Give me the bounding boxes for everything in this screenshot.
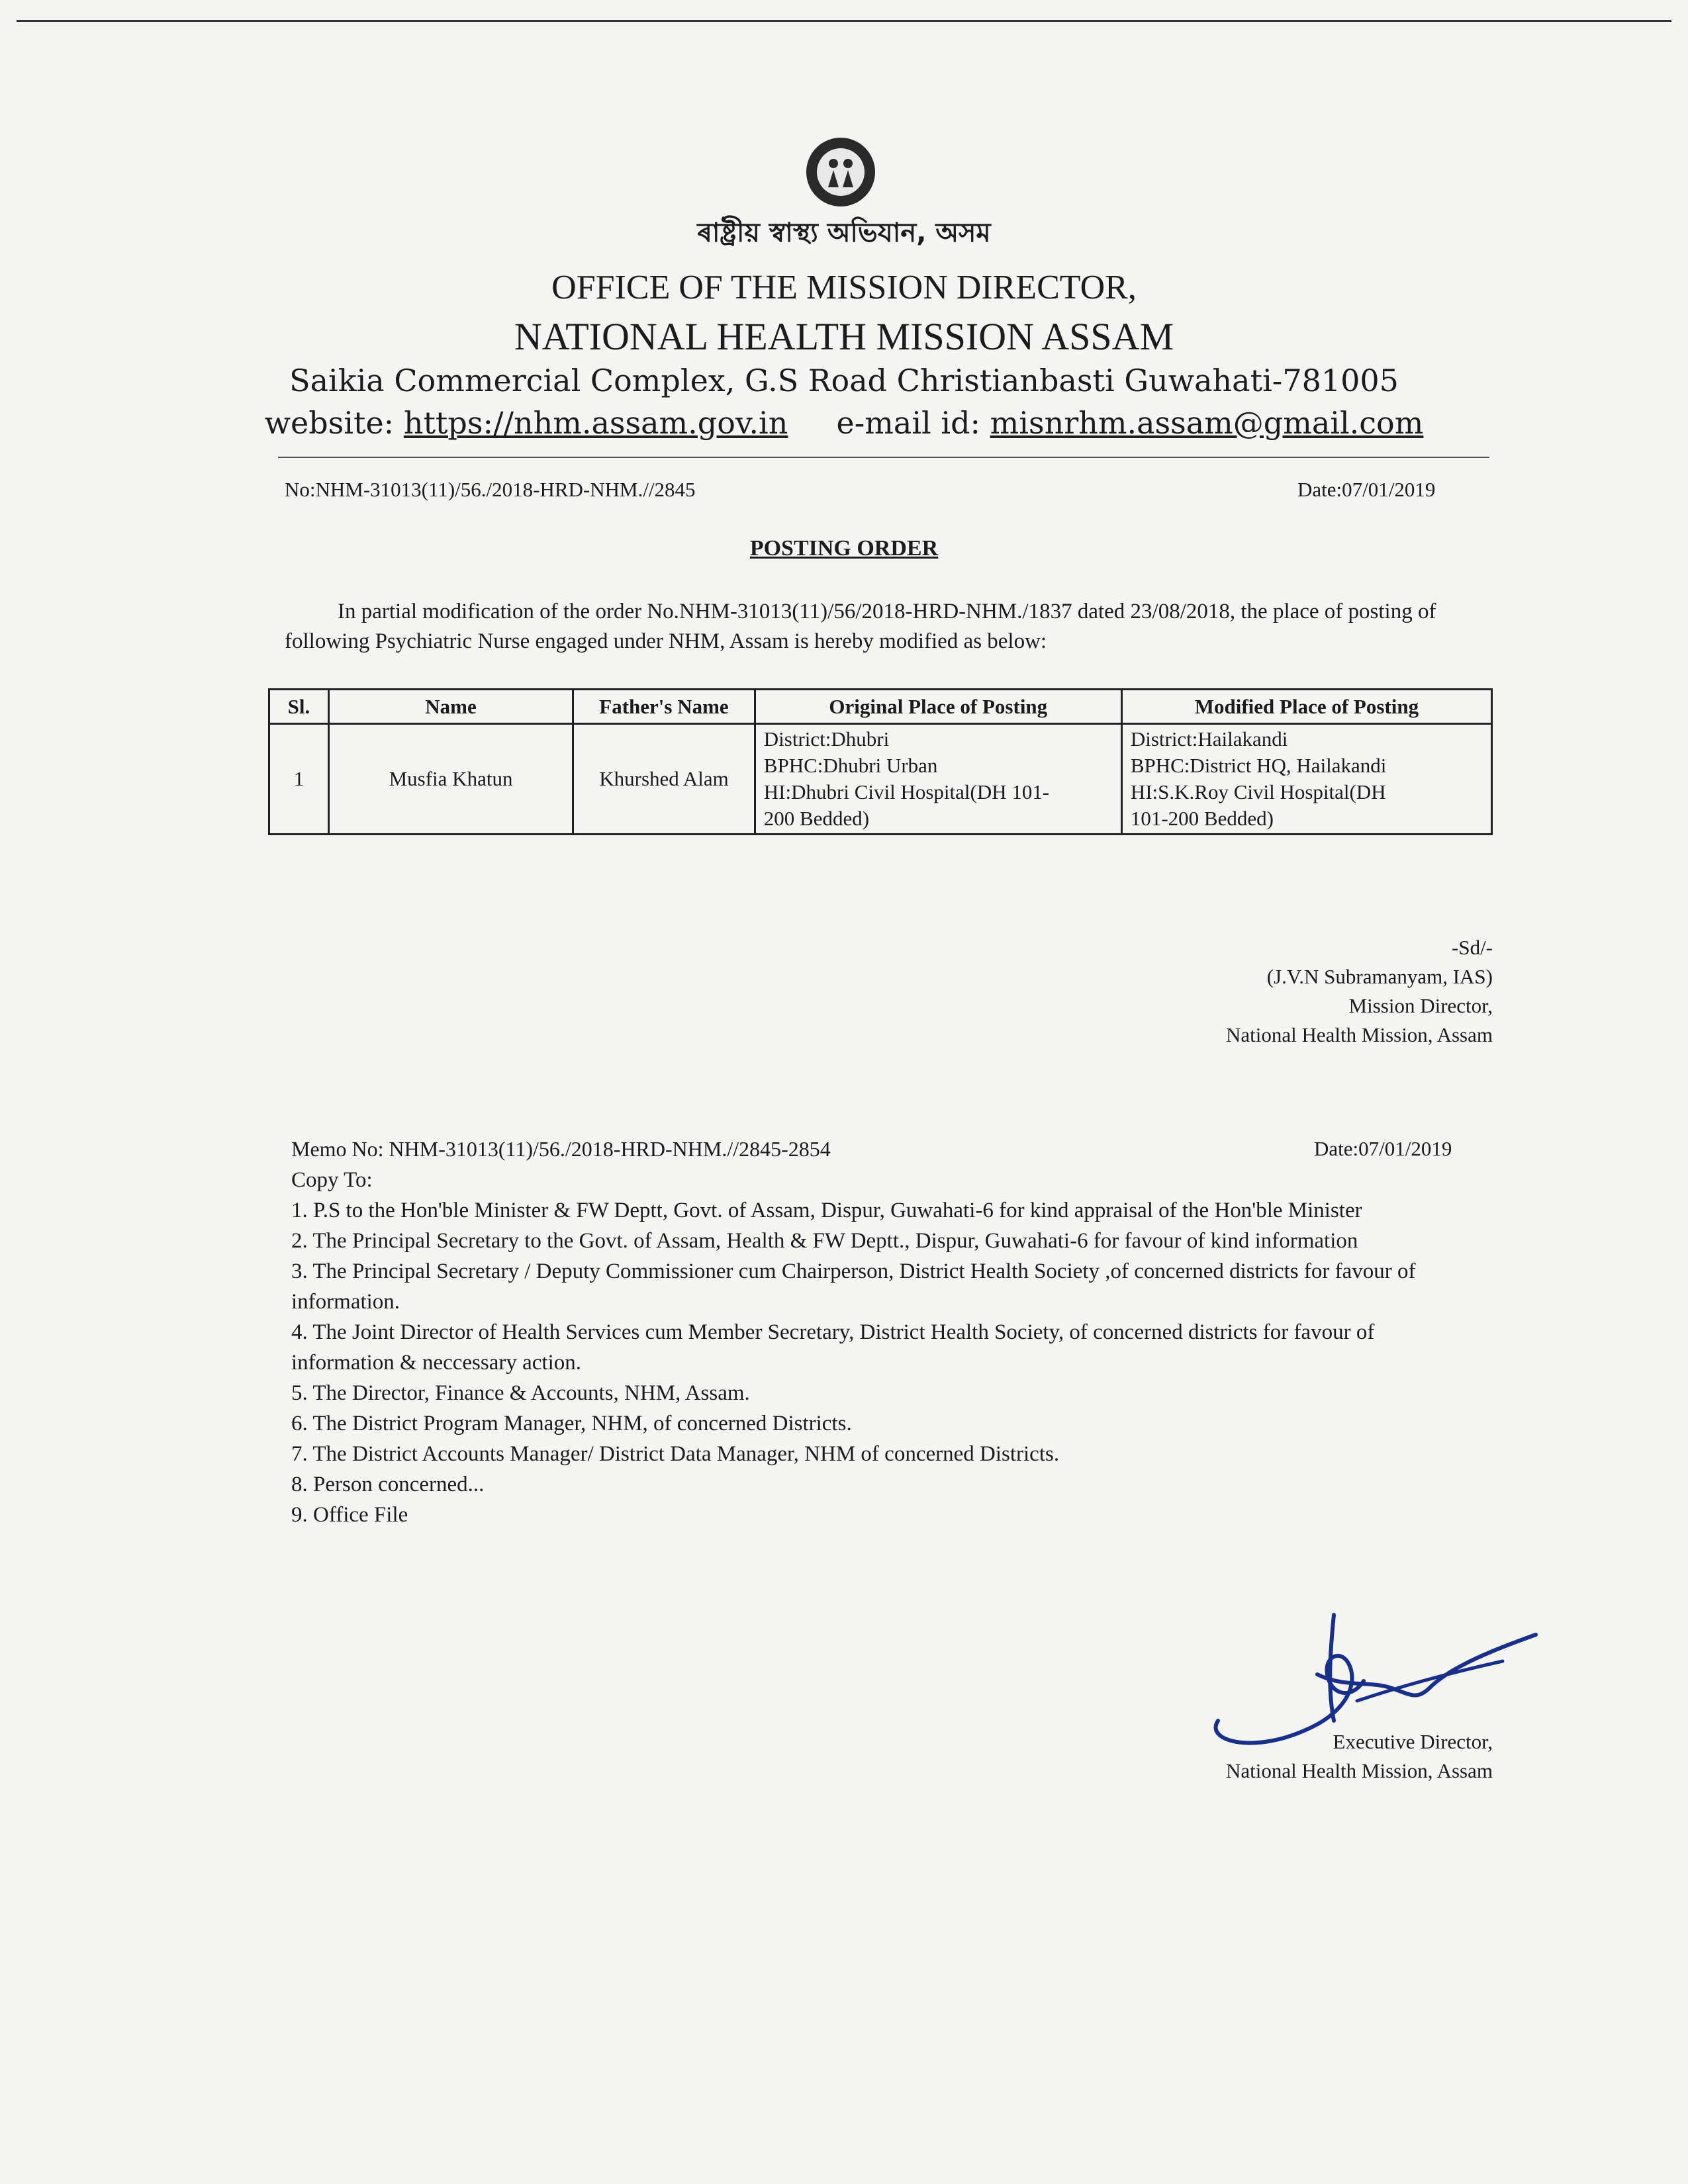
list-item: 4. The Joint Director of Health Services cum Member Secretary, District Health Society, of concerned districts for favour of information & neccessary action.: [291, 1320, 1375, 1375]
list-item: 9. Office File: [291, 1503, 408, 1527]
signatory-executive-director: [1226, 1727, 1493, 1786]
email-label: e-mail id:: [836, 405, 981, 441]
cell-sl: 1: [269, 724, 329, 835]
website-label: website:: [264, 405, 395, 441]
col-header-sl: Sl.: [269, 690, 329, 724]
list-item: 8. Person concerned...: [291, 1473, 485, 1496]
list-item: 1. P.S to the Hon'ble Minister & FW Deptt, Govt. of Assam, Dispur, Guwahati-6 for kind appraisal of the Hon'ble Minister: [291, 1199, 1362, 1222]
original-line: District:Dhubri: [763, 727, 890, 751]
signatory-org: National Health Mission, Assam: [1226, 1023, 1493, 1046]
top-border-line: [17, 20, 1671, 22]
list-item: 3. The Principal Secretary / Deputy Commissioner cum Chairperson, District Health Society ,of concerned districts for favour of information.: [291, 1259, 1416, 1314]
cell-father: Khurshed Alam: [573, 724, 755, 835]
table-row: [269, 724, 1492, 835]
memo-date: Date:07/01/2019: [1314, 1137, 1452, 1160]
nhm-logo-icon: [804, 136, 877, 208]
original-line: BPHC:Dhubri Urban: [763, 754, 938, 777]
posting-table: [268, 688, 1493, 835]
address: Saikia Commercial Complex, G.S Road Christianbasti Guwahati-781005: [289, 363, 1399, 398]
signatory-name: (J.V.N Subramanyam, IAS): [1266, 965, 1493, 988]
list-item: 2. The Principal Secretary to the Govt. of Assam, Health & FW Deptt., Dispur, Guwahati-6 for favour of kind information: [291, 1229, 1358, 1253]
list-item: 5. The Director, Finance & Accounts, NHM, Assam.: [291, 1381, 750, 1405]
signatory-org: National Health Mission, Assam: [1226, 1759, 1493, 1782]
list-item: 6. The District Program Manager, NHM, of concerned Districts.: [291, 1412, 852, 1435]
col-header-modified: Modified Place of Posting: [1121, 690, 1491, 724]
sd-mark: -Sd/-: [1452, 936, 1493, 959]
col-header-original: Original Place of Posting: [755, 690, 1121, 724]
assamese-title: ৰাষ্ট্ৰীয় স্বাস্থ্য অভিযান, অসম: [697, 218, 991, 248]
order-ref-no: No:NHM-31013(11)/56./2018-HRD-NHM.//2845: [285, 478, 696, 501]
signatory-designation: Mission Director,: [1348, 994, 1493, 1017]
modified-line: HI:S.K.Roy Civil Hospital(DH: [1130, 780, 1386, 803]
cell-modified-posting: [1121, 724, 1491, 835]
cell-original-posting: [755, 724, 1121, 835]
col-header-father: Father's Name: [573, 690, 755, 724]
list-item: 7. The District Accounts Manager/ District Data Manager, NHM of concerned Districts.: [291, 1442, 1060, 1466]
col-header-name: Name: [328, 690, 573, 724]
cell-name: Musfia Khatun: [328, 724, 573, 835]
original-line: HI:Dhubri Civil Hospital(DH 101-: [763, 780, 1050, 803]
copy-to-list: [291, 1165, 1476, 1530]
header-divider: [278, 457, 1489, 458]
email-link[interactable]: misnrhm.assam@gmail.com: [990, 405, 1424, 441]
original-line: 200 Bedded): [763, 807, 870, 830]
contact-line: [0, 405, 1688, 441]
table-header-row: [269, 690, 1492, 724]
order-date: Date:07/01/2019: [1297, 478, 1436, 501]
order-title: POSTING ORDER: [749, 536, 939, 561]
copy-to-label: Copy To:: [291, 1168, 373, 1192]
signatory-designation: Executive Director,: [1333, 1730, 1493, 1753]
modified-line: District:Hailakandi: [1130, 727, 1288, 751]
memo-no: Memo No: NHM-31013(11)/56./2018-HRD-NHM.//2845-2854: [291, 1137, 831, 1161]
modified-line: 101-200 Bedded): [1130, 807, 1274, 830]
modified-line: BPHC:District HQ, Hailakandi: [1130, 754, 1387, 777]
office-line: OFFICE OF THE MISSION DIRECTOR,: [551, 269, 1137, 306]
website-link[interactable]: https://nhm.assam.gov.in: [403, 405, 788, 441]
org-name: NATIONAL HEALTH MISSION ASSAM: [514, 315, 1174, 358]
order-intro: In partial modification of the order No.NHM-31013(11)/56/2018-HRD-NHM./1837 dated 23/08/2018, the place of posting of following Psychiatric Nurse engaged under NHM, Assam is hereby modified as below:: [285, 600, 1436, 653]
signatory-mission-director: [1226, 933, 1493, 1050]
